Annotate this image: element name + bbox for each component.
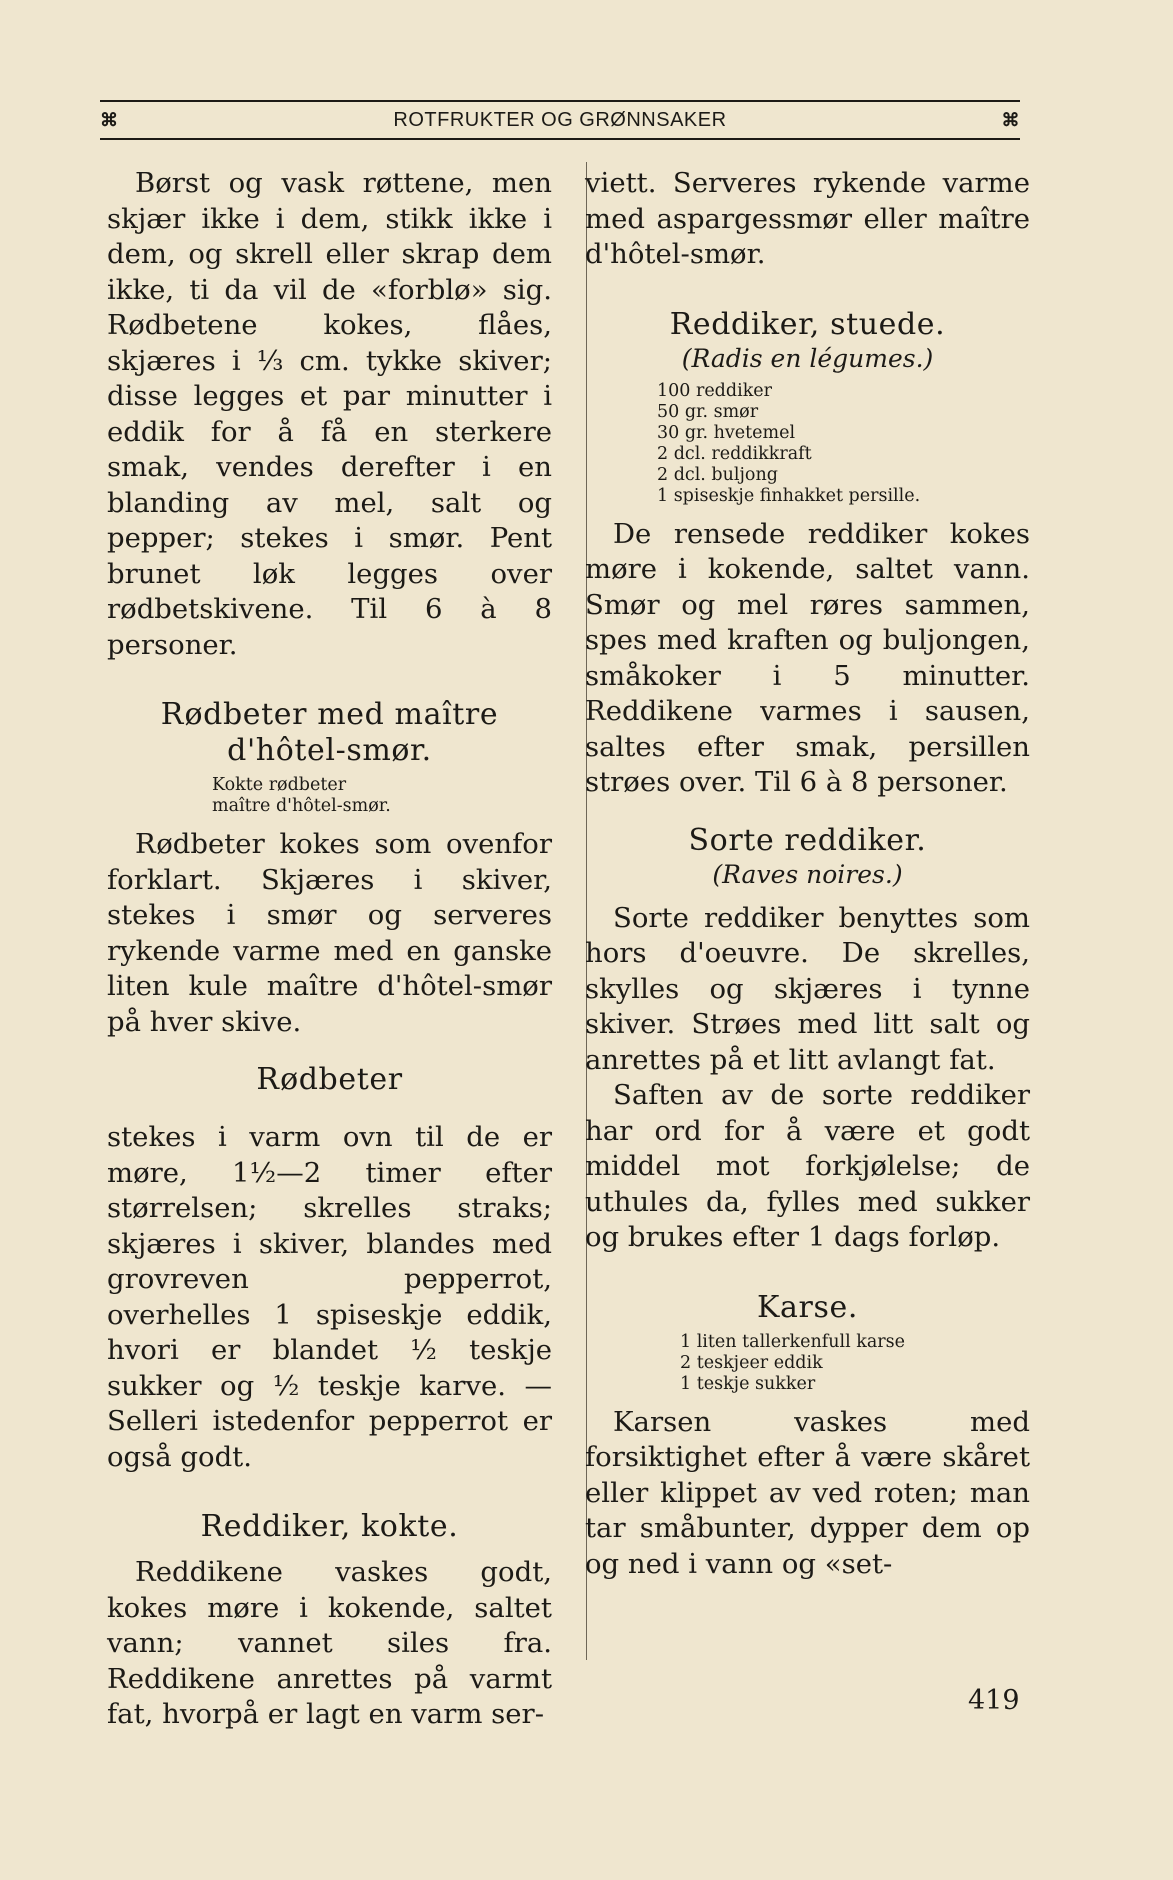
- right-ornament-icon: ⌘: [1001, 109, 1020, 130]
- paragraph-reddiker-stuede: De rensede reddiker kokes møre i kokende, saltet vann. Smør og mel røres sammen, spes med kraften og buljongen, småkoker i 5 minutter. Reddikene varmes i sausen, saltes efter smak, persillen strøes over. Til 6 à 8 personer.: [585, 517, 1030, 798]
- page-number: 419: [968, 1685, 1020, 1716]
- header-rule-bottom: [100, 138, 1020, 140]
- ingredient-list-maitre: [107, 775, 552, 817]
- subtitle-raves-noires: (Raves noires.): [712, 859, 903, 889]
- ingredient-item: 30 gr. hvetemel: [657, 422, 796, 443]
- heading-reddiker-stuede: Reddiker, stuede.: [669, 306, 946, 342]
- ingredient-item: maître d'hôtel-smør.: [212, 796, 391, 816]
- paragraph-rodbeter-intro: Børst og vask røttene, men skjær ikke i dem, stikk ikke i dem, og skrell eller skrap dem ikke, ti da vil de «forblø» sig. Rødbetene kokes, flåes, skjæres i ⅓ cm. tykke skiver; disse legges et par minutter i eddik for å få en sterkere smak, vendes derefter i en blanding av mel, salt og pepper; stekes i smør. Pent brunet løk legges over rødbetskivene. Til 6 à 8 personer.: [107, 167, 552, 661]
- header-rule-top: [100, 100, 1020, 102]
- ingredient-list-karse: [585, 1332, 1030, 1395]
- running-head-title: ROTFRUKTER OG GRØNNSAKER: [393, 108, 727, 131]
- heading-sorte-reddiker: Sorte reddiker.: [688, 822, 927, 858]
- paragraph-reddiker-kokte: Reddikene vaskes godt, kokes møre i kokende, saltet vann; vannet siles fra. Reddikene anrettes på varmt fat, hvorpå er lagt en varm ser-: [107, 1556, 552, 1730]
- left-column: [107, 166, 552, 1733]
- left-ornament-icon: ⌘: [100, 109, 119, 130]
- paragraph-sorte-reddiker-saften: Saften av de sorte reddiker har ord for å være et godt middel mot forkjølelse; de uthules da, fylles med sukker og brukes efter 1 dags forløp.: [585, 1079, 1030, 1253]
- heading-rodbeter: Rødbeter: [256, 1062, 403, 1097]
- ingredient-item: 1 teskje sukker: [680, 1373, 816, 1394]
- paragraph-rodbeter-maitre: Rødbeter kokes som ovenfor forklart. Skjæres i skiver, stekes i smør og serveres rykende varme med en ganske liten kule maître d'hôtel-smør på hver skive.: [107, 828, 552, 1038]
- paragraph-rodbeter-stekes: stekes i varm ovn til de er møre, 1½—2 timer efter størrelsen; skrelles straks; skjæres i skiver, blandes med grovreven pepperrot, overhelles 1 spiseskje eddik, hvori er blandet ½ teskje sukker og ½ teskje karve. — Selleri istedenfor pepperrot er også godt.: [107, 1121, 552, 1473]
- running-head: [100, 106, 1020, 134]
- ingredient-item: 50 gr. smør: [657, 401, 759, 422]
- paragraph-reddiker-continued: viett. Serveres rykende varme med aspargessmør eller maître d'hôtel-smør.: [585, 167, 1030, 270]
- paragraph-karse: Karsen vaskes med forsiktighet efter å være skåret eller klippet av ved roten; man tar småbunter, dypper dem op og ned i vann og «set-: [585, 1405, 1030, 1580]
- ingredient-item: 1 spiseskje finhakket persille.: [657, 485, 921, 506]
- ingredient-item: 2 dcl. buljong: [657, 464, 778, 485]
- ingredient-item: 2 teskjeer eddik: [680, 1352, 823, 1373]
- heading-rodbeter-maitre-line1: Rødbeter med maître: [160, 697, 499, 732]
- subtitle-radis-en-legumes: (Radis en légumes.): [681, 343, 934, 373]
- ingredient-item: Kokte rødbeter: [212, 775, 347, 795]
- right-column: [585, 166, 1030, 1582]
- ingredient-item: 2 dcl. reddikkraft: [657, 443, 812, 464]
- heading-karse: Karse.: [757, 1289, 858, 1325]
- ingredient-item: 1 liten tallerkenfull karse: [680, 1331, 905, 1352]
- ingredient-list-stuede: [585, 381, 1030, 507]
- heading-reddiker-kokte: Reddiker, kokte.: [200, 1509, 459, 1544]
- paragraph-sorte-reddiker: Sorte reddiker benyttes som hors d'oeuvre. De skrelles, skylles og skjæres i tynne skiver. Strøes med litt salt og anrettes på et litt avlangt fat.: [585, 901, 1030, 1076]
- heading-rodbeter-maitre-line2: d'hôtel-smør.: [227, 733, 432, 768]
- ingredient-item: 100 reddiker: [657, 380, 773, 401]
